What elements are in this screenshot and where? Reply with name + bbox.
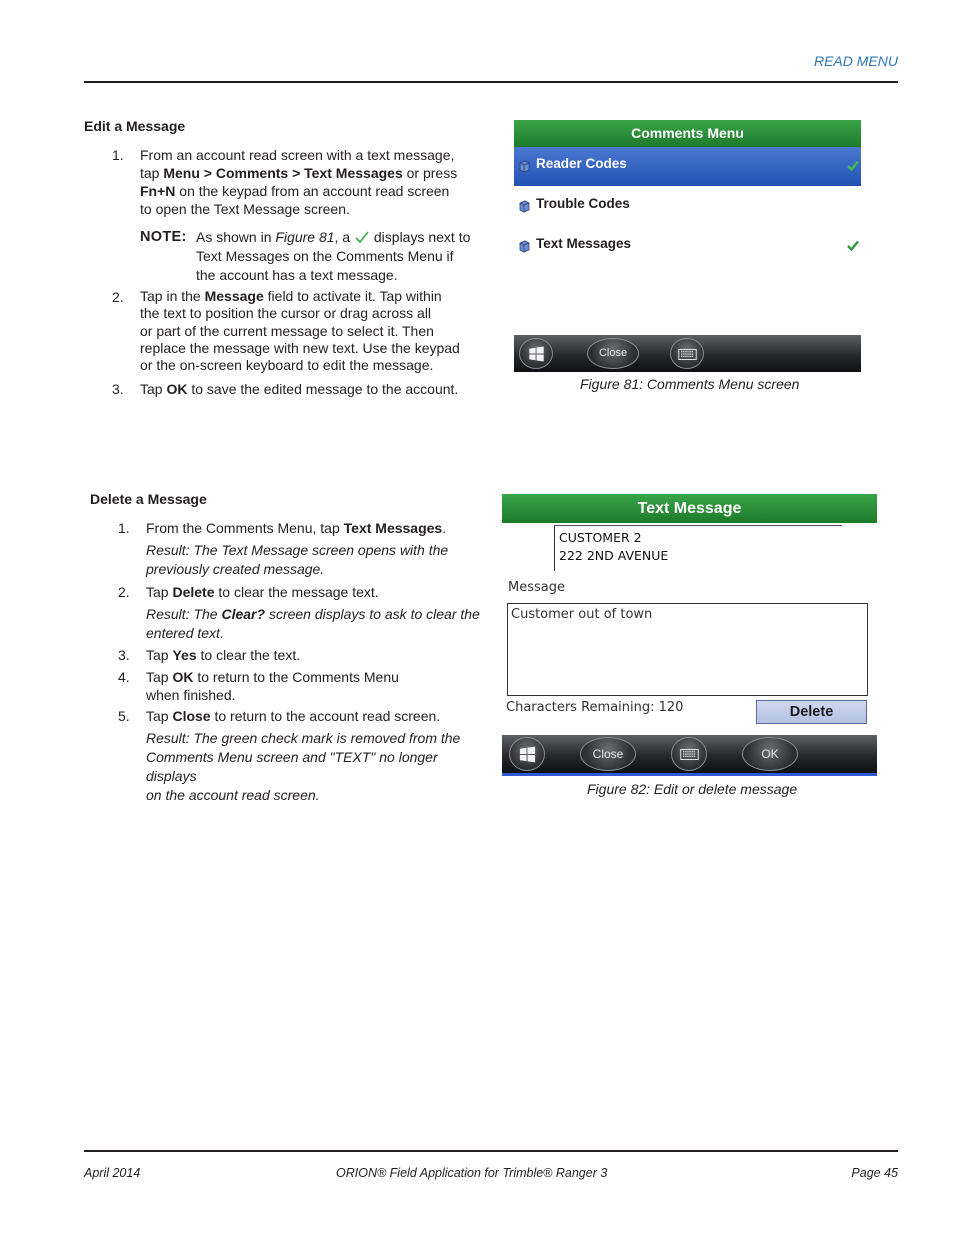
cube-icon [519, 240, 530, 253]
footer-title: ORION® Field Application for Trimble® Ranger 3 [336, 1166, 608, 1180]
comments-menu-screenshot [514, 120, 861, 372]
delete-step-3: 3. Tap Yes to clear the text. [118, 647, 301, 663]
delete-button[interactable]: Delete [756, 700, 867, 724]
text-message-toolbar [502, 735, 877, 776]
characters-remaining: Characters Remaining: 120 [506, 700, 684, 715]
text-message-screenshot [502, 494, 877, 776]
windows-start-button[interactable] [519, 338, 553, 369]
header-rule [84, 81, 898, 83]
figure-81-caption: Figure 81: Comments Menu screen [580, 376, 800, 392]
delete-step-1: 1. From the Comments Menu, tap Text Messages. [118, 520, 447, 536]
keyboard-button[interactable] [670, 338, 704, 369]
delete-result-1: Result: The Text Message screen opens with the previously created message. [146, 542, 449, 577]
delete-step-5: 5. Tap Close to return to the account read screen. [118, 708, 441, 724]
step-line: Fn+N on the keypad from an account read screen [140, 183, 450, 199]
menu-item-trouble-codes[interactable]: Trouble Codes [514, 187, 861, 226]
keyboard-icon [680, 749, 699, 760]
edit-step-1: 1. From an account read screen with a text message, tap Menu > Comments > Text Messages or press Fn+N on the keypad from an account read screen to open the Text Message screen. [112, 147, 458, 217]
edit-step-3: 3. Tap OK to save the edited message to the account. [112, 381, 459, 397]
edit-step-2: 2. Tap in the Message field to activate it. Tap within the text to position the cursor or drag across all or part of the current message to select it. Then replace the message with new text. Use the keypad or the on-screen keyboard to edit the message. [112, 288, 460, 374]
message-label: Message [508, 580, 565, 595]
cube-icon [519, 160, 530, 173]
check-icon [355, 231, 369, 243]
check-icon [847, 160, 859, 171]
delete-heading: Delete a Message [90, 491, 207, 507]
section-title: READ MENU [813, 53, 898, 69]
windows-logo-icon [518, 745, 537, 764]
edit-heading: Edit a Message [84, 118, 186, 134]
close-button[interactable]: Close [587, 338, 639, 369]
ok-button[interactable]: OK [742, 737, 798, 771]
menu-item-text-messages[interactable]: Text Messages [514, 227, 861, 266]
step-line: Tap OK to save the edited message to the account. [140, 381, 459, 397]
customer-address: CUSTOMER 2 222 2ND AVENUE [554, 525, 842, 571]
footer-page: Page 45 [851, 1166, 898, 1180]
comments-menu-title: Comments Menu [514, 120, 861, 147]
keyboard-button[interactable] [671, 737, 707, 771]
windows-start-button[interactable] [509, 737, 545, 771]
keyboard-icon [678, 349, 697, 360]
figure-82-caption: Figure 82: Edit or delete message [587, 781, 798, 797]
message-field[interactable]: Customer out of town [507, 603, 868, 696]
step-line: Tap in the Message field to activate it. Tap within [140, 288, 442, 304]
footer-date: April 2014 [84, 1166, 141, 1180]
menu-item-reader-codes[interactable]: Reader Codes [514, 147, 861, 186]
cube-icon [519, 200, 530, 213]
footer-rule [84, 1150, 898, 1152]
delete-result-2: Result: The Clear? screen displays to ask to clear the entered text. [146, 606, 480, 641]
step-line: tap Menu > Comments > Text Messages or press [140, 165, 458, 181]
check-icon [847, 240, 859, 251]
delete-result-5: Result: The green check mark is removed from the Comments Menu screen and "TEXT" no longer displays on the account read screen. [146, 730, 461, 803]
comments-menu-toolbar [514, 335, 861, 372]
delete-step-2: 2. Tap Delete to clear the message text. [118, 584, 379, 600]
edit-note: NOTE: As shown in Figure 81, a displays next to Text Messages on the Comments Menu if the account has a text message. [140, 229, 471, 283]
delete-step-4: 4. Tap OK to return to the Comments Menu when finished. [118, 669, 399, 703]
text-message-title: Text Message [502, 494, 877, 523]
close-button[interactable]: Close [580, 737, 636, 771]
windows-logo-icon [527, 345, 546, 363]
